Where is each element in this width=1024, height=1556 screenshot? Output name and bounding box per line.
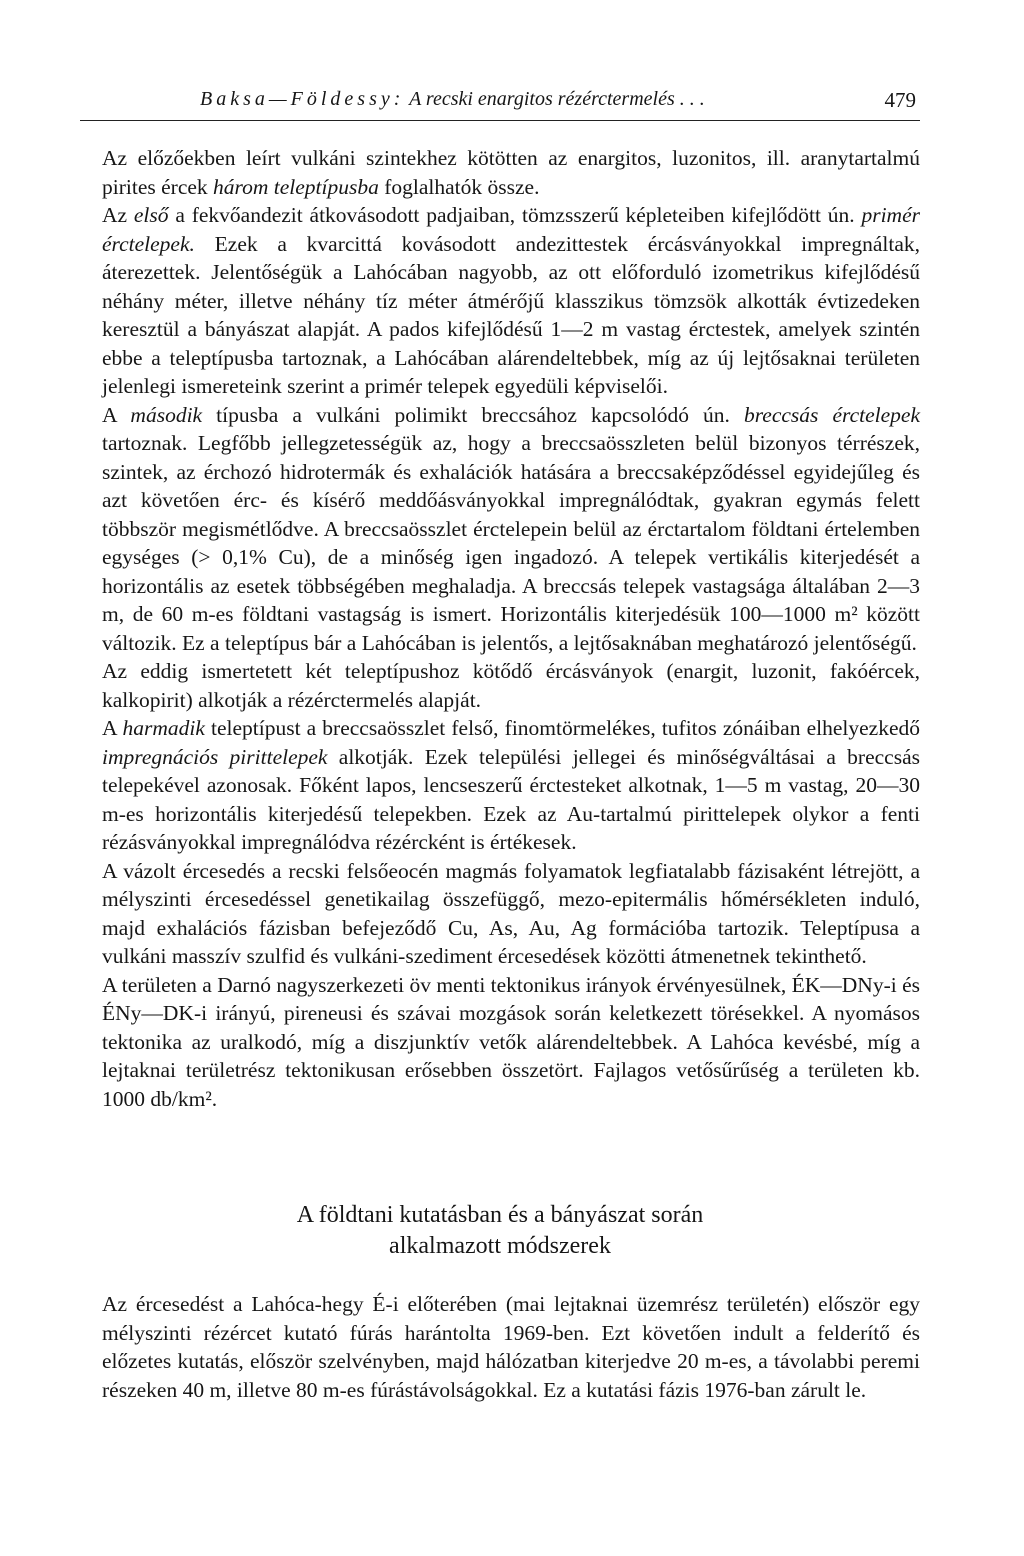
italic-text-run: három teleptípusba <box>213 174 379 199</box>
italic-text-run: első <box>133 203 169 227</box>
text-run: A <box>102 402 131 427</box>
text-run: Az eddig ismertetett két teleptípushoz kötődő ércásványok (enargit, luzonit, fakóércek, kalkopirit) alkotják a rézérctermelés alapját. <box>102 659 920 712</box>
text-run: Az ércesedést a Lahóca-hegy É-i előterében (mai lejtaknai üzemrész területén) először egy mélyszinti rézércet kutató fúrás harántolta 1969-ben. Ezt követően indult a felderítő és előzetes kutatás, először szelvényben, majd hálózatban kiterjedve 20 m-es, a távolabbi peremi részeken 40 m, illetve 80 m-es fúrástávolságokkal. Ez a kutatási fázis 1976-ban zárult le. <box>102 1292 920 1402</box>
text-run: tartoznak. Legfőbb jellegzetességük az, hogy a breccsaösszleten belül bizonyos térrészek, szintek, az érchozó hidrotermák és exhalációk hatására a breccsaképződéssel egyidejűleg és azt követően érc- és kísérő meddőásványokkal impregnálódtak, gyakran egymás felett többször megismétlődve. A breccsaösszlet érctelepein belül az érctartalom földtani értelemben egységes (> 0,1% Cu), de a minőség igen ingadozó. A telepek vertikális kiterjedését a horizontális az esetek többségében meghaladja. A breccsás telepek vastagsága általában 2—3 m, de 60 m-es földtani vastagság is ismert. Horizontális kiterjedésük 100—1000 m² között változik. Ez a teleptípus bár a Lahócában is jelentős, a lejtősaknában meghatározó jelentőségű. <box>102 431 920 655</box>
text-run: a fekvőandezit átkovásodott padjaiban, tömzsszerű képleteiben kifejlődött ún. <box>168 203 862 227</box>
text-run: teleptípust a breccsaösszlet felső, finomtörmelékes, tufitos zónáiban elhelyezkedő <box>204 716 920 740</box>
text-run: típusba a vulkáni polimikt breccsához kapcsolódó ún. <box>202 402 744 427</box>
body-text-block-2 <box>102 1290 920 1404</box>
paragraph <box>102 857 920 971</box>
paragraph <box>102 1290 920 1404</box>
header-author: Baksa—Földessy: <box>200 88 405 110</box>
text-run: foglalhatók össze. <box>378 174 540 199</box>
paragraph <box>102 401 920 658</box>
text-run: Az előzőekben leírt vulkáni szintekhez kötötten az enargitos, luzonitos, ill. aranytartalmú pirites ércek <box>102 146 920 199</box>
body-text-block-1 <box>102 144 920 1113</box>
text-run: Az <box>102 203 134 227</box>
text-run: A vázolt ércesedés a recski felsőeocén magmás folyamatok legfiatalabb fázisaként létrejött, a mélyszinti ércesedéssel genetikailag összefüggő, mezo-epitermális hőmérsékleten induló, majd exhalációs fázisban befejeződő Cu, As, Au, Ag formációba tartozik. Teleptípusa a vulkáni masszív szulfid és vulkáni-szediment ércesedések közötti átmenetnek tekinthető. <box>102 858 920 968</box>
italic-text-run: breccsás érctelepek <box>743 402 920 427</box>
italic-text-run: primér érctelepek. <box>102 203 920 256</box>
paragraph <box>102 144 920 201</box>
paragraph <box>102 657 920 714</box>
page-number: 479 <box>884 88 916 112</box>
text-run: Ezek a kvarcittá kovásodott andezittestek ércásványokkal impregnáltak, áterezettek. Jelentőségük a Lahócában nagyobb, az ott előforduló izometrikus kifejlődésű néhány méter, illetve néhány tíz méter átmérőjű klasszikus tömzsök alkották évtizedeken keresztül a bányászat alapját. A pados kifejlődésű 1—2 m vastag érctestek, amelyek szintén ebbe a teleptípusba tartoznak, a Lahócában alárendeltebbek, míg az új lejtősaknai területen jelenlegi ismereteink szerint a primér telepek egyedüli képviselői. <box>102 231 920 398</box>
text-run: A <box>102 716 123 740</box>
section-heading-line: alkalmazott módszerek <box>389 1233 611 1259</box>
italic-text-run: impregnációs pirittelepek <box>102 744 328 769</box>
italic-text-run: harmadik <box>122 716 205 740</box>
running-title <box>200 88 705 111</box>
section-heading <box>80 1200 920 1262</box>
section-heading-line: A földtani kutatásban és a bányászat során <box>296 1202 704 1228</box>
text-run: A területen a Darnó nagyszerkezeti öv menti tektonikus irányok érvényesülnek, ÉK—DNy-i és ÉNy—DK-i irányú, pireneusi és szávai mozgások során keletkezett törésekkel. A nyomásos tektonika az uralkodó, míg a diszjunktív vetők alárendeltebbek. A Lahóca kevésbé, míg a lejtaknai területrész tektonikusan erősebben összetört. Fajlagos vetősűrűség a területen kb. 1000 db/km². <box>102 972 920 1111</box>
text-run: alkotják. Ezek települési jellegei és minőségváltásai a breccsás telepekével azonosak. Főként lapos, lencseszerű érctesteket alkotnak, 1—5 m vastag, 20—30 m-es horizontális kiterjedésű telepekben. Ezek az Au-tartalmú pirittelepek olykor a fenti rézásványokkal impregnálódva rézércként is értékesek. <box>102 744 920 854</box>
running-header <box>80 88 920 121</box>
paragraph <box>102 714 920 857</box>
italic-text-run: második <box>130 402 203 427</box>
header-title: A recski enargitos rézérctermelés . . . <box>409 88 705 110</box>
paragraph <box>102 971 920 1114</box>
paragraph <box>102 201 920 401</box>
